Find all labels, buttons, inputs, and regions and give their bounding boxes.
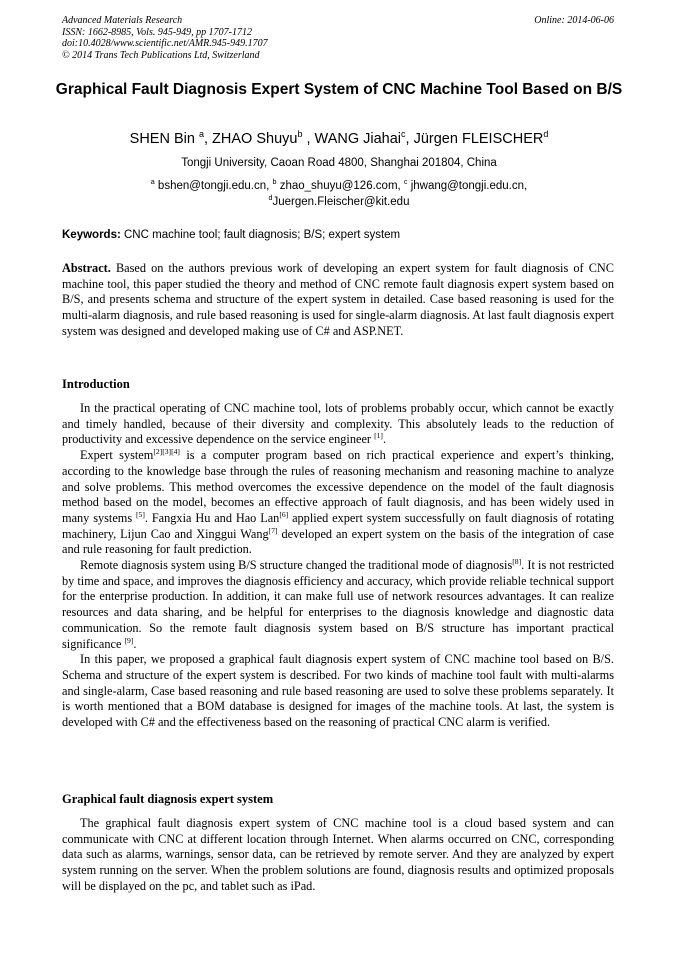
citation: [5]: [136, 509, 145, 519]
email-list: $^a$ bshen@tongji.edu.cn, $^b$ zhao_shuyu@126.com, $^c$ jhwang@tongji.edu.cn, $^d$Juergen.Fleischer@kit.edu: [150, 178, 528, 208]
section-heading: Graphical fault diagnosis expert system: [62, 792, 274, 806]
paragraph-text: . Fangxia Hu and Hao Lan: [144, 510, 280, 525]
citation: [1]: [374, 431, 383, 441]
paragraph: The graphical fault diagnosis expert system of CNC machine tool is a cloud based system and can communicate with CNC at different location through Internet. When alarms occurred on CNC, corresponding data such as alarms, warnings, sensor data, can be retrieved by remote server. And they are analyzed by expert system running on the server. When the problem solutions are found, diagnosis results and optimized proposals will be displayed on the pc, and tablet such as iPad.: [62, 816, 614, 893]
author-sup: d: [543, 129, 549, 140]
email-address[interactable]: Juergen.Fleischer@kit.edu: [272, 196, 410, 208]
email-sup: d: [268, 194, 273, 203]
author-sup: b: [297, 129, 303, 140]
paragraph-text: Remote diagnosis system using B/S structure changed the traditional mode of diagnosis: [80, 558, 513, 573]
paragraph-text: applied expert system successfully on fault diagnosis of rotating machinery, Lijun Cao and Xinggui Wang: [62, 510, 614, 541]
paragraph-text: .: [382, 432, 387, 447]
paragraph: In this paper, we proposed a graphical fault diagnosis expert system of CNC machine tool based on B/S. Schema and structure of the expert system is described. For two kinds of machine tool fault with multi-alarms and single-alarm, Case based reasoning and rule based reasoning are used to solve these problems separately. It is worth mentioned that a BOM database is designed for images of the machine tools. At last, the system is developed with C# and the effectiveness based on the reasoning of practical CNC alarm is verified.: [62, 652, 614, 730]
abstract-label: Abstract.: [62, 261, 111, 275]
keywords-label: Keywords:: [62, 229, 121, 241]
author-list: SHEN Bin $^a$, ZHAO Shuyu$^b$ , WANG Jiahai$^c$, Jürgen FLEISCHER$^d$: [129, 129, 549, 147]
paragraph-text: In the practical operating of CNC machine tool, lots of problems probably occur, which cannot be exactly and timely handled, because of their diversity and complexity. This absolutely leads to the reduction of productivity and excessive dependence on the service engineer: [62, 401, 614, 447]
journal-name: Advanced Materials Research: [62, 15, 183, 26]
paragraph: [62, 448, 614, 558]
page-header: [62, 15, 614, 61]
author-sup: a: [198, 129, 204, 140]
author-sup: c: [401, 129, 406, 140]
author-name: Jürgen FLEISCHER: [413, 131, 544, 147]
paragraph-text: . It is not restricted by time and space, and improves the diagnosis efficiency and accuracy, which provide reliable technical support for the enterprise production. In addition, it can make full use of network resources advantages. It can realize resources and data sharing, and be helpful for enterprises to the diagnosis knowledge and diagnostic data communication. So the remote fault diagnosis system based on B/S structure has important practical significance: [62, 558, 614, 651]
paragraph-text: developed an expert system on the basis of the integration of case and rule reasoning for fault prediction.: [62, 526, 614, 557]
keywords-text: CNC machine tool; fault diagnosis; B/S; expert system: [124, 229, 401, 241]
email-sup: b: [272, 178, 277, 187]
citation: [9]: [124, 635, 134, 645]
abstract-text: Based on the authors previous work of developing an expert system for fault diagnosis of CNC machine tool, this paper studied the theory and method of CNC remote fault diagnosis expert system based on B/S, and presents schema and structure of the expert system in detailed. Case based reasoning is used for the multi-alarm diagnosis, and rule based reasoning is used for single-alarm diagnosis. At last fault diagnosis expert system was designed and developed making use of C# and ASP.NET.: [62, 261, 614, 338]
online-date: Online: 2014-06-06: [534, 15, 614, 26]
paragraph-text: .: [133, 636, 137, 651]
email-address[interactable]: bshen@tongji.edu.cn: [157, 180, 267, 192]
paragraph: [62, 401, 614, 448]
section2-body: [62, 816, 614, 895]
abstract: [62, 261, 614, 340]
author-name: WANG Jiahai: [314, 131, 402, 147]
email-sup: a: [150, 178, 155, 187]
email-address[interactable]: jhwang@tongji.edu.cn: [410, 180, 525, 192]
paragraph-text: Expert system: [80, 448, 154, 463]
citation: [8]: [512, 556, 522, 566]
paragraph: [62, 558, 614, 652]
author-name: ZHAO Shuyu: [212, 131, 298, 147]
paragraph-text: is a computer program based on rich practical experience and expert’s thinking, according to the knowledge base through the rules of reasoning mechanism and reasoning machine to analyze and solve problems. This method overcomes the excessive dependence on the model of the fault diagnosis method based on the model, becomes an effective approach of fault diagnosis, and has been widely used in many systems: [62, 448, 614, 525]
keywords: [62, 229, 614, 241]
paper-title: Graphical Fault Diagnosis Expert System of CNC Machine Tool Based on B/S: [55, 81, 623, 98]
affiliation: Tongji University, Caoan Road 4800, Shanghai 201804, China: [181, 157, 497, 169]
author-name: SHEN Bin: [129, 131, 195, 147]
citation: [7]: [268, 525, 278, 535]
intro-body: [62, 401, 614, 731]
section-heading: Introduction: [62, 377, 130, 391]
email-sup: c: [403, 178, 408, 187]
citation: [6]: [279, 509, 289, 519]
email-address[interactable]: zhao_shuyu@126.com: [279, 180, 398, 192]
copyright-line: © 2014 Trans Tech Publications Ltd, Switzerland: [62, 49, 260, 61]
citation: [2][3][4]: [153, 447, 180, 457]
issn-line: ISSN: 1662-8985, Vols. 945-949, pp 1707-1712: [62, 26, 252, 38]
doi-line: doi:10.4028/www.scientific.net/AMR.945-949.1707: [62, 38, 268, 49]
